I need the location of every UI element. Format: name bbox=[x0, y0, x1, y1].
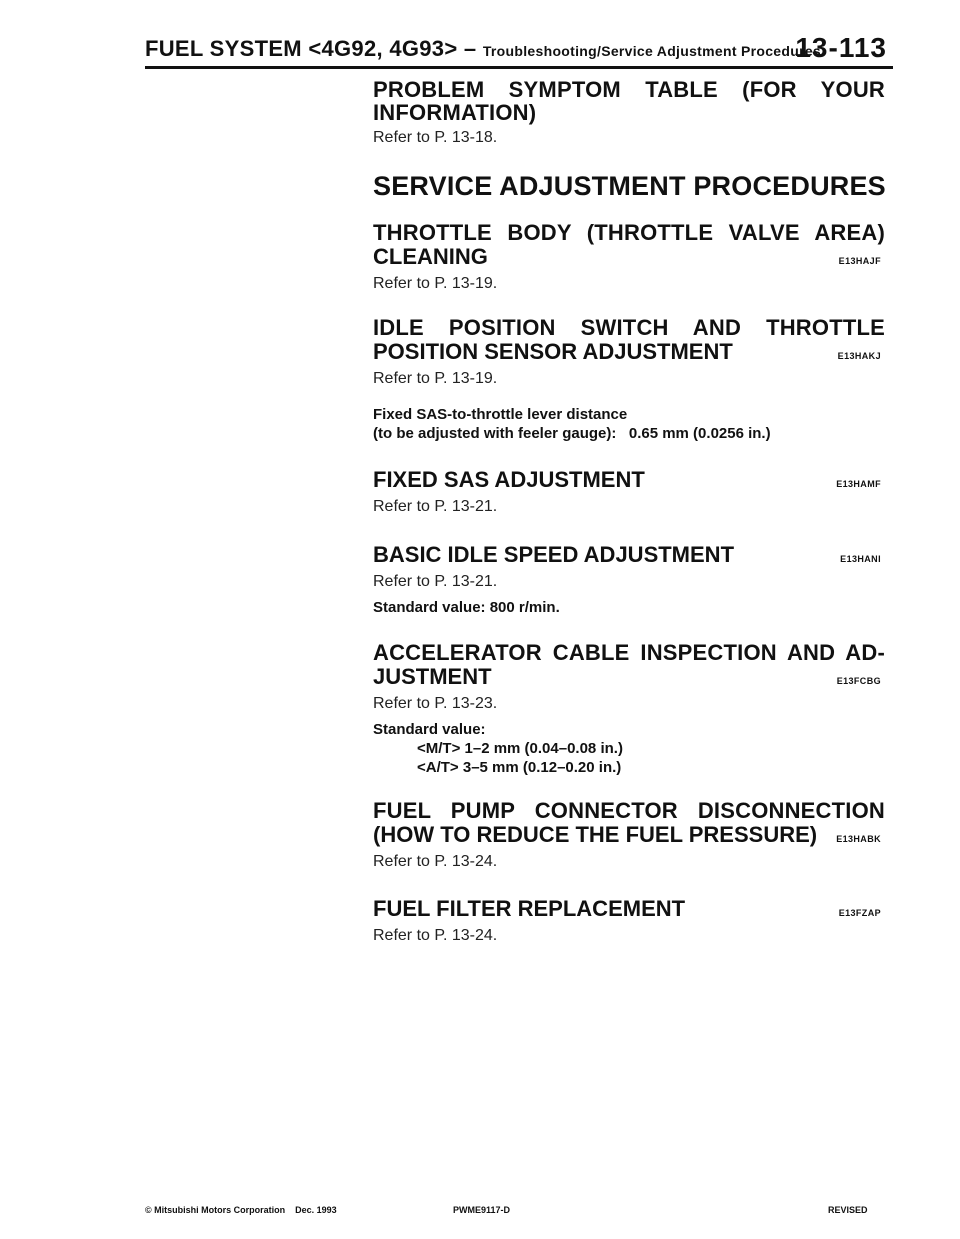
page-number: 13-113 bbox=[795, 32, 887, 63]
problem-symptom-ref: Refer to P. 13-18. bbox=[373, 129, 498, 146]
section-basic-idle bbox=[373, 542, 885, 617]
throttle-body-title-row bbox=[373, 244, 885, 270]
idle-switch-code: E13HAKJ bbox=[837, 351, 881, 361]
accelerator-ref: Refer to P. 13-23. bbox=[373, 695, 498, 712]
basic-idle-ref: Refer to P. 13-21. bbox=[373, 573, 498, 590]
page-content bbox=[373, 78, 885, 946]
basic-idle-title: BASIC IDLE SPEED ADJUSTMENT bbox=[373, 542, 735, 567]
accelerator-spec-label: Standard value: bbox=[373, 721, 486, 738]
fuel-filter-code: E13FZAP bbox=[838, 908, 881, 918]
fuel-filter-ref: Refer to P. 13-24. bbox=[373, 927, 498, 944]
problem-symptom-title-line2: INFORMATION) bbox=[373, 100, 537, 125]
section-fuel-pump bbox=[373, 799, 885, 872]
header-title bbox=[145, 36, 821, 62]
throttle-body-title-line2: CLEANING bbox=[373, 244, 488, 269]
fixed-sas-ref: Refer to P. 13-21. bbox=[373, 498, 498, 515]
section-accelerator bbox=[373, 641, 885, 777]
fuel-pump-title-row bbox=[373, 822, 885, 848]
basic-idle-title-row bbox=[373, 542, 885, 568]
accelerator-spec-at-row bbox=[373, 758, 885, 777]
problem-symptom-title-line1: PROBLEM SYMPTOM TABLE (FOR YOUR bbox=[373, 77, 885, 102]
fixed-sas-title: FIXED SAS ADJUSTMENT bbox=[373, 467, 645, 492]
basic-idle-code: E13HANI bbox=[840, 554, 881, 564]
throttle-body-ref: Refer to P. 13-19. bbox=[373, 275, 498, 292]
idle-switch-ref: Refer to P. 13-19. bbox=[373, 370, 498, 387]
section-fixed-sas bbox=[373, 467, 885, 517]
accelerator-title-line2: JUSTMENT bbox=[373, 664, 492, 689]
idle-switch-title-line2: POSITION SENSOR ADJUSTMENT bbox=[373, 339, 733, 364]
accelerator-spec-at: <A/T> 3–5 mm (0.12–0.20 in.) bbox=[417, 759, 622, 776]
idle-switch-spec-line1: Fixed SAS-to-throttle lever distance bbox=[373, 406, 628, 423]
idle-switch-spec-line2: (to be adjusted with feeler gauge): 0.65 mm (0.0256 in.) bbox=[373, 425, 771, 442]
fuel-filter-title: FUEL FILTER REPLACEMENT bbox=[373, 896, 686, 921]
fixed-sas-title-row bbox=[373, 467, 885, 493]
footer-doc-code: PWME9117-D bbox=[453, 1205, 511, 1215]
fixed-sas-code: E13HAMF bbox=[836, 479, 881, 489]
page-header bbox=[145, 30, 893, 69]
fuel-pump-ref: Refer to P. 13-24. bbox=[373, 853, 498, 870]
fuel-pump-title-line1: FUEL PUMP CONNECTOR DISCONNECTION bbox=[373, 798, 885, 823]
basic-idle-spec: Standard value: 800 r/min. bbox=[373, 599, 560, 616]
footer-copyright: © Mitsubishi Motors Corporation Dec. 1993 bbox=[145, 1205, 337, 1215]
section-problem-symptom bbox=[373, 78, 885, 148]
header-title-main: FUEL SYSTEM <4G92, 4G93> – bbox=[145, 36, 483, 61]
accelerator-title-row bbox=[373, 664, 885, 690]
section-fuel-filter bbox=[373, 896, 885, 946]
throttle-body-title-line1: THROTTLE BODY (THROTTLE VALVE AREA) bbox=[373, 220, 885, 245]
fuel-filter-title-row bbox=[373, 896, 885, 922]
footer-status: REVISED bbox=[828, 1205, 868, 1215]
header-subtitle: Troubleshooting/Service Adjustment Procedures bbox=[482, 43, 822, 59]
fuel-pump-code: E13HABK bbox=[836, 834, 881, 844]
accelerator-spec-mt-row bbox=[373, 739, 885, 758]
accelerator-title-line1: ACCELERATOR CABLE INSPECTION AND AD- bbox=[373, 640, 885, 665]
accelerator-code: E13FCBG bbox=[836, 676, 881, 686]
idle-switch-title-line1: IDLE POSITION SWITCH AND THROTTLE bbox=[373, 315, 885, 340]
section-throttle-body bbox=[373, 221, 885, 294]
section-idle-switch bbox=[373, 316, 885, 443]
idle-switch-title-row bbox=[373, 339, 885, 365]
main-heading: SERVICE ADJUSTMENT PROCEDURES bbox=[373, 171, 886, 201]
throttle-body-code: E13HAJF bbox=[838, 256, 881, 266]
accelerator-spec-mt: <M/T> 1–2 mm (0.04–0.08 in.) bbox=[417, 740, 623, 757]
fuel-pump-title-line2: (HOW TO REDUCE THE FUEL PRESSURE) bbox=[373, 822, 818, 847]
